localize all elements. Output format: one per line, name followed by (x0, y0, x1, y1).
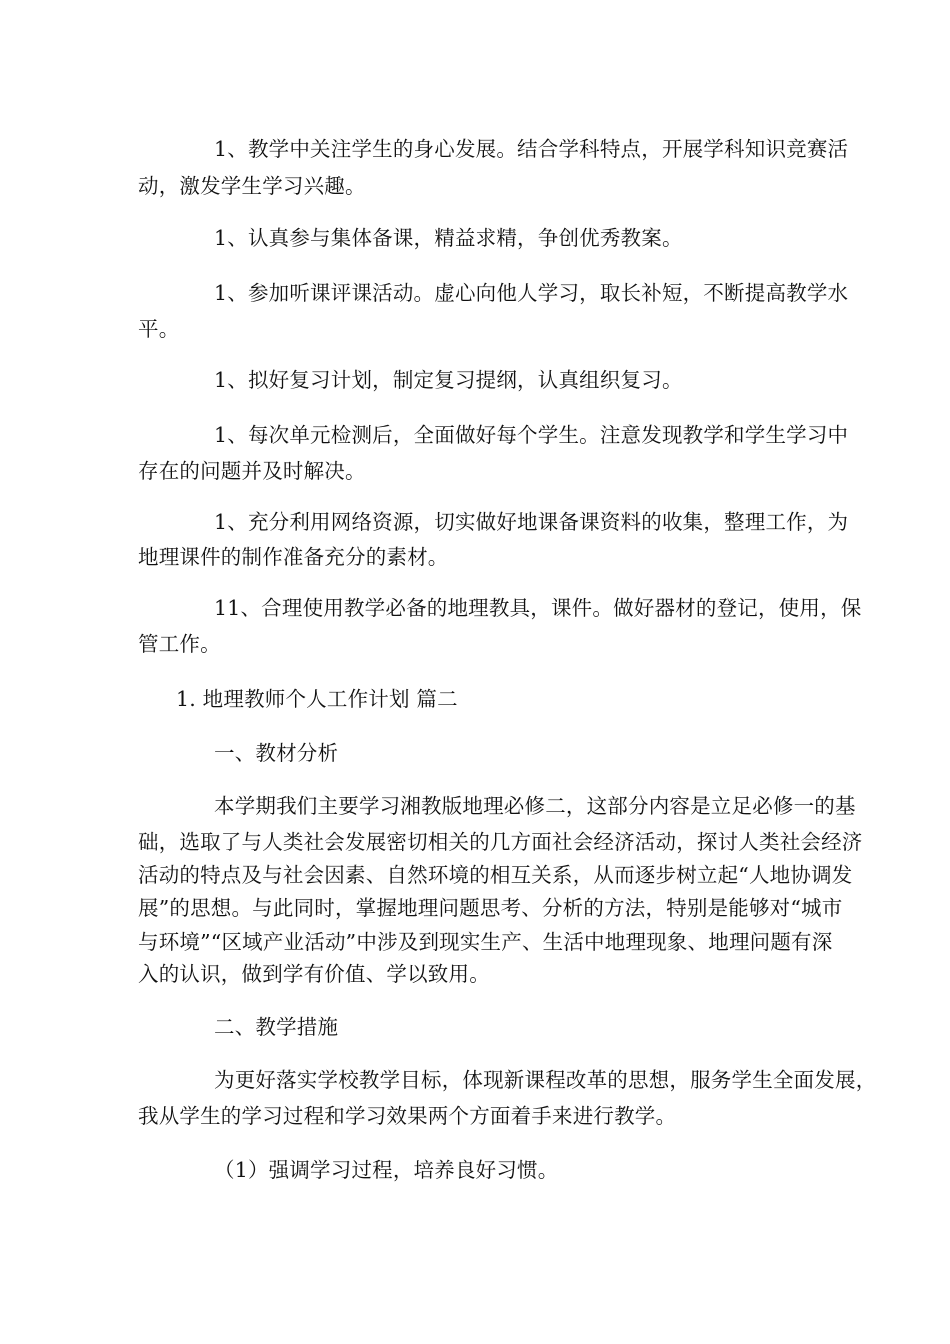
text-line: 管工作。 (138, 632, 221, 656)
text-line: 础，选取了与人类社会发展密切相关的几方面社会经济活动，探讨人类社会经济 (138, 830, 863, 854)
text-line: 平。 (138, 317, 180, 341)
text-line: 1、认真参与集体备课，精益求精，争创优秀教案。 (214, 226, 683, 250)
text-line: 与环境”“区域产业活动”中涉及到现实生产、生活中地理现象、地理问题有深 (138, 930, 833, 954)
text-line: 地理课件的制作准备充分的素材。 (138, 545, 449, 569)
text-line: 1、参加听课评课活动。虚心向他人学习，取长补短，不断提高教学水 (214, 281, 849, 305)
text-line: 我从学生的学习过程和学习效果两个方面着手来进行教学。 (138, 1104, 677, 1128)
text-line: 1、每次单元检测后，全面做好每个学生。注意发现教学和学生学习中 (214, 423, 849, 447)
section-heading: 一、教材分析 (214, 741, 339, 765)
text-line: 1、教学中关注学生的身心发展。结合学科特点，开展学科知识竞赛活 (214, 137, 849, 161)
text-line: 入的认识，做到学有价值、学以致用。 (138, 962, 490, 986)
text-line: 为更好落实学校教学目标，体现新课程改革的思想，服务学生全面发展， (214, 1068, 877, 1092)
text-line: 活动的特点及与社会因素、自然环境的相互关系，从而逐步树立起“人地协调发 (138, 863, 853, 887)
text-line: 展”的思想。与此同时，掌握地理问题思考、分析的方法，特别是能够对“城市 (138, 896, 843, 920)
text-line: 11、合理使用教学必备的地理教具，课件。做好器材的登记，使用，保 (214, 596, 862, 620)
text-line: （1）强调学习过程，培养良好习惯。 (214, 1158, 559, 1182)
text-line: 存在的问题并及时解决。 (138, 459, 366, 483)
section-heading: 1. 地理教师个人工作计划 篇二 (176, 687, 458, 711)
text-line: 本学期我们主要学习湘教版地理必修二，这部分内容是立足必修一的基 (214, 794, 856, 818)
text-line: 1、充分利用网络资源，切实做好地课备课资料的收集，整理工作，为 (214, 510, 849, 534)
text-line: 动，激发学生学习兴趣。 (138, 174, 366, 198)
section-heading: 二、教学措施 (214, 1015, 339, 1039)
text-line: 1、拟好复习计划，制定复习提纲，认真组织复习。 (214, 368, 683, 392)
